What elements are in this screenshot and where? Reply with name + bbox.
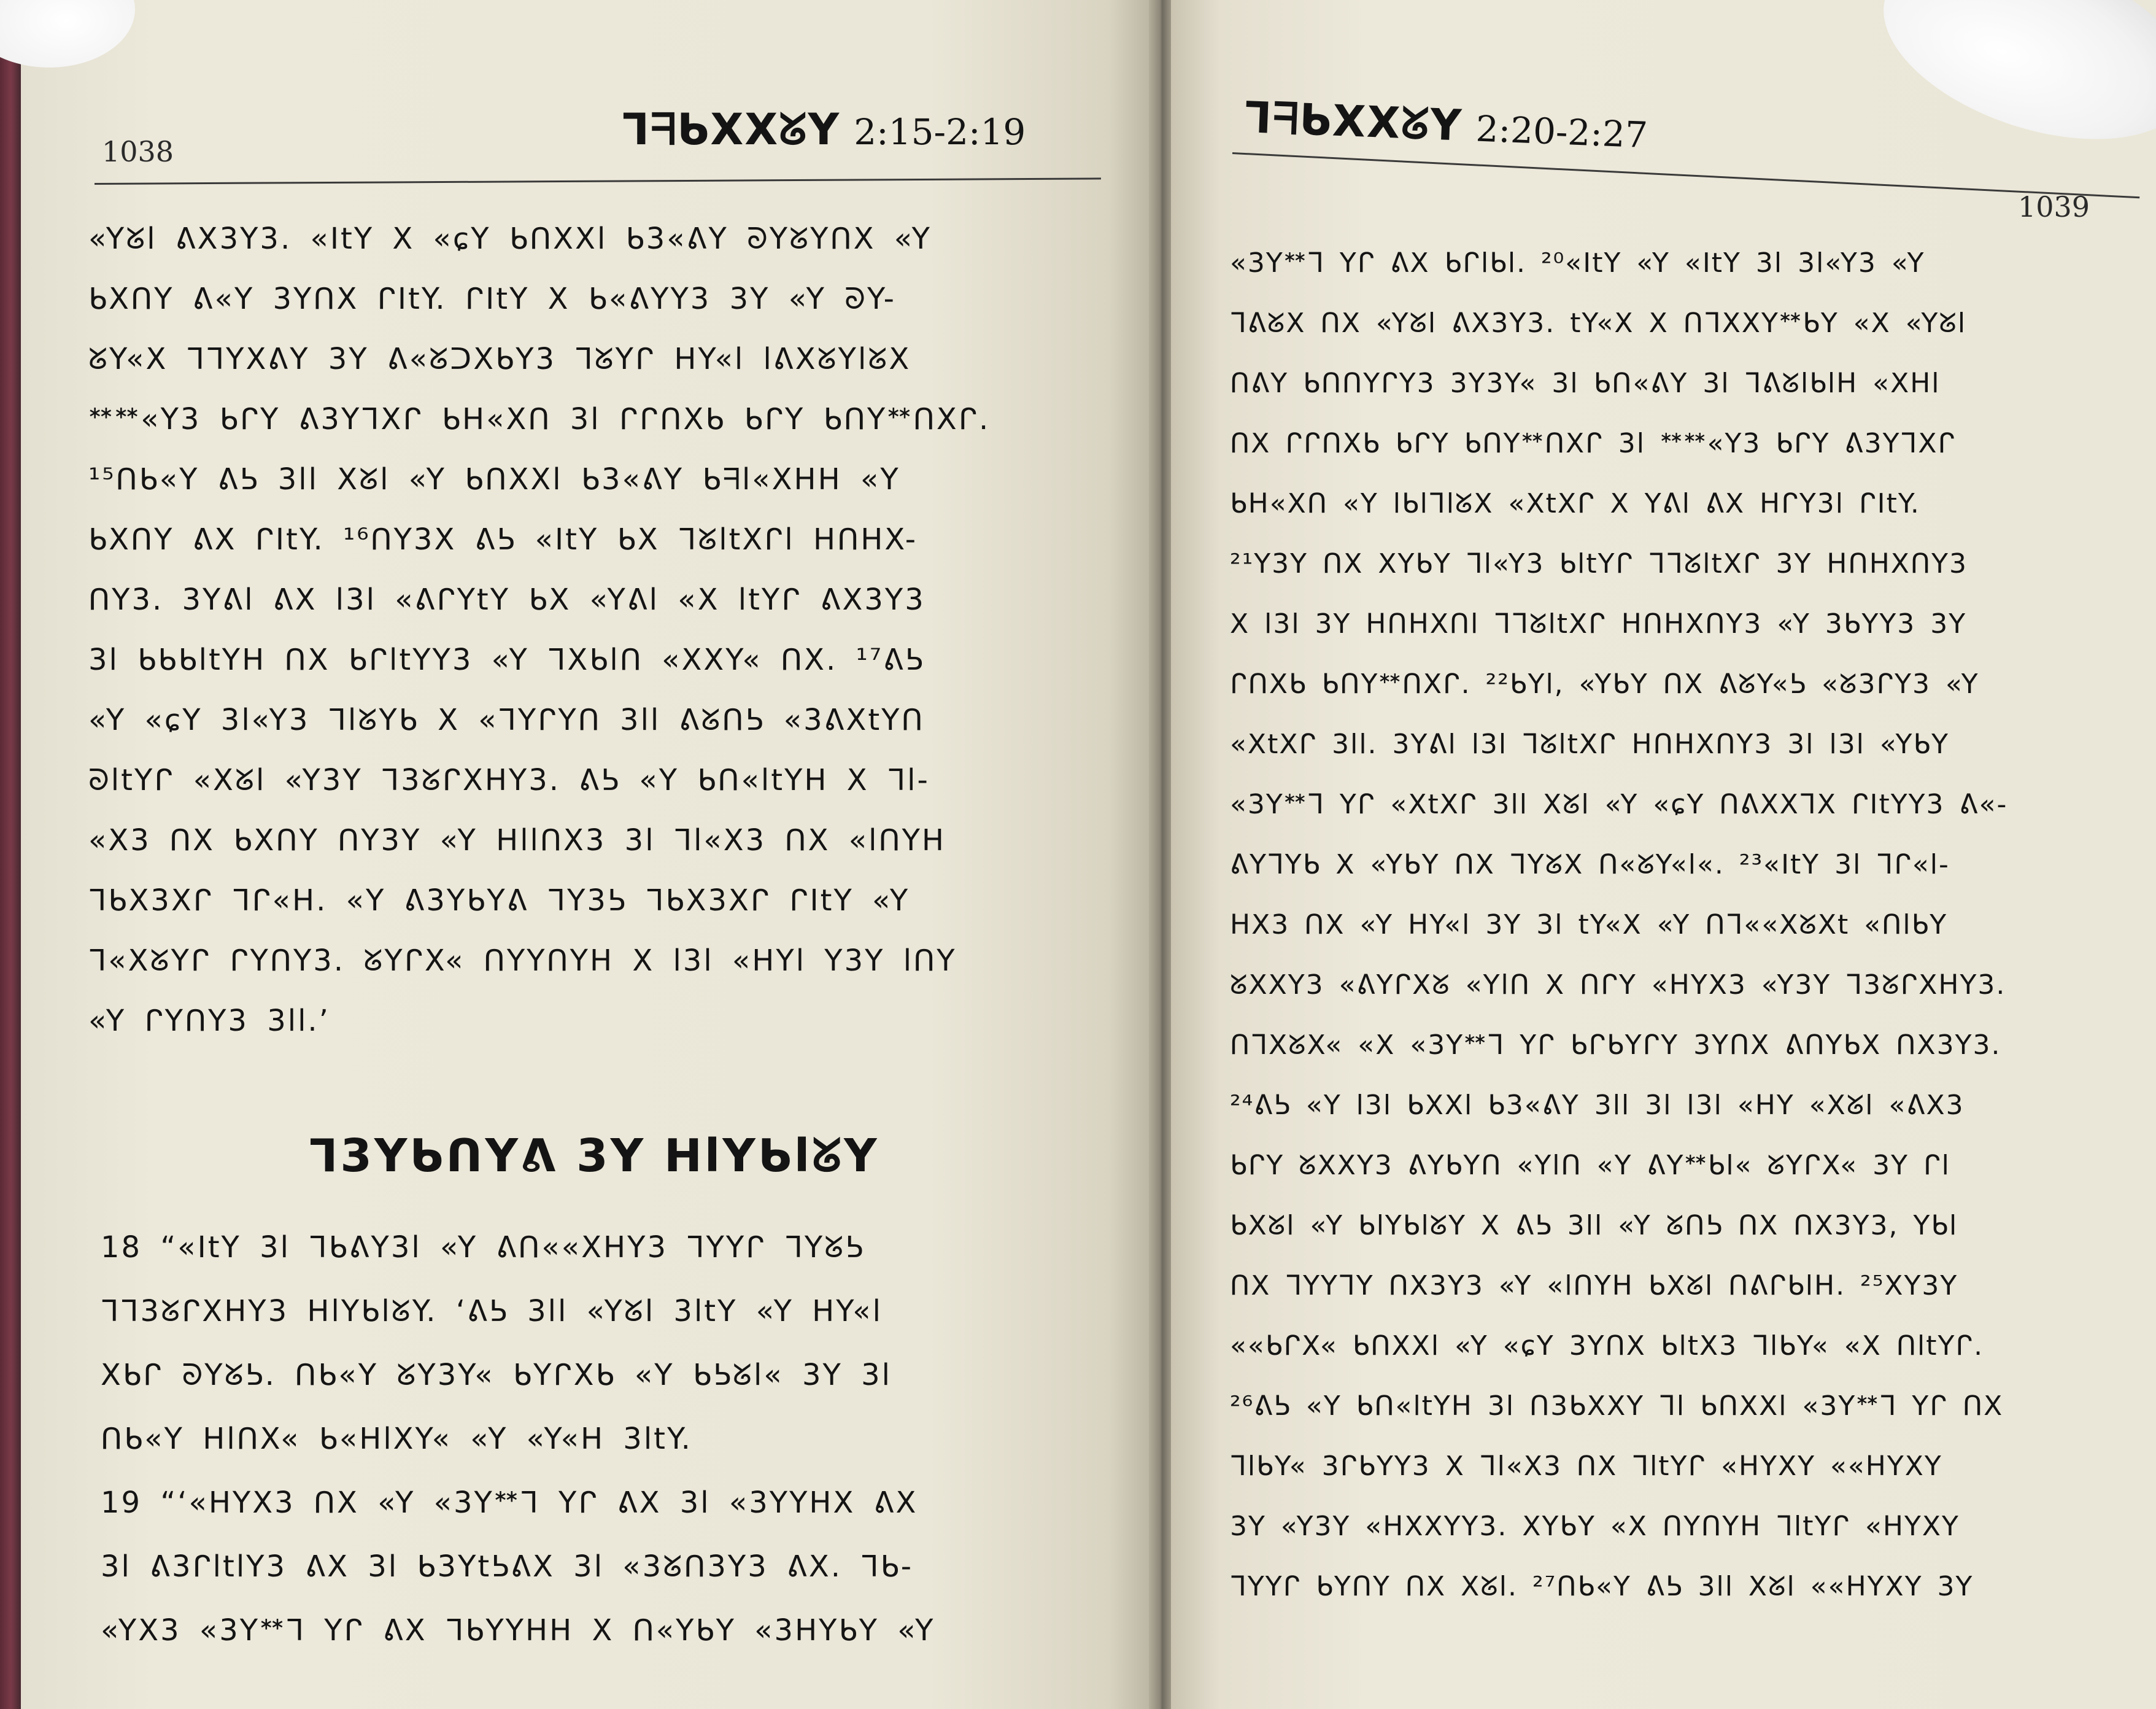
text-line: 3Y «Y3Y «ᕼXXYY3. XYᑲY «X ᑎYᑎYᕼ ᒣltYᒋ «ᕼYXY <box>1230 1511 1960 1542</box>
right-chapter-range: 2:20-2:27 <box>1475 107 1649 157</box>
left-body-top <box>88 209 990 1051</box>
text-line: ᑎᕕY ᑲᑎᑎYᒋY3 3Y3Y« 3l ᑲᑎ«ᕕY 3l ᒣᕕᘜlᑲlᕼ «Xᕼl <box>1230 368 1941 399</box>
text-line: «3Yᕯᒣ Yᒋ ᕕX ᑲᒋlᑲl. ²⁰«ItY «Y «ItY 3l 3l«Y3 «Y <box>1230 247 1925 279</box>
right-body <box>1230 233 2007 1617</box>
left-page-number: 1038 <box>102 135 174 168</box>
left-chapter-range: 2:15-2:19 <box>854 111 1026 153</box>
text-line: ᑎᑲ«Y ᕼlᑎX« ᑲ«ᕼlXY« «Y «Y«ᕼ 3ltY. <box>101 1422 692 1456</box>
text-line: 18 “«ItY 3l ᒣᑲᕕY3l «Y ᕕᑎ««XᕼY3 ᒣYYᒋ ᒣYᘜᕊ <box>101 1230 865 1265</box>
text-line: ᘜY«X ᒣᒣYXᕕY 3Y ᕕ«ᘜᑐXᑲY3 ᒣᘜYᒋ ᕼY«l lᕕXᘜYlᘜX <box>88 342 911 376</box>
text-line: ««ᑲᒋX« ᑲᑎXXl «Y «ɕY 3YᑎX ᑲltX3 ᒣlᑲY« «X ᑎltYᒋ. <box>1230 1330 1984 1362</box>
text-line: ᒣᑲX3Xᒋ ᒣᒋ«ᕼ. «Y ᕕ3YᑲYᕕ ᒣY3ᕊ ᒣᑲX3Xᒋ ᒋItY «Y <box>88 883 910 918</box>
text-line: ᕯᕯ«Y3 ᑲᒋY ᕕ3YᒣXᒋ ᑲᕼ«Xᑎ 3l ᒋᒋᑎXᑲ ᑲᒋY ᑲᑎYᕯᑎXᒋ. <box>88 402 991 436</box>
text-line: ᑲXᘜl «Y ᑲlYᑲlᘜY X ᕕᕊ 3ll «Y ᘜᑎᕊ ᑎX ᑎX3Y3, Yᑲl <box>1230 1210 1958 1241</box>
text-line: ²⁴ᕕᕊ «Y l3l ᑲXXl ᑲ3«ᕕY 3ll 3l l3l «ᕼY «Xᘜl «ᕕX3 <box>1230 1090 1965 1121</box>
right-header-rule <box>1232 152 2139 198</box>
left-header-rule <box>95 177 1101 185</box>
text-line: ᒣYYᒋ ᑲYᑎY ᑎX Xᘜl. ²⁷ᑎᑲ«Y ᕕᕊ 3ll Xᘜl ««ᕼYXY 3Y <box>1230 1571 1974 1602</box>
left-page <box>21 0 1154 1709</box>
text-line: X l3l 3Y ᕼᑎᕼXᑎl ᒣᒣᘜltXᒋ ᕼᑎᕼXᑎY3 «Y 3ᑲYY3 3Y <box>1230 608 1967 640</box>
section-heading: ᒣ3YᑲᑎYᕕ 3Y ᕼlYᑲlᘜY <box>309 1130 879 1182</box>
text-line: «Y «ɕY 3l«Y3 ᒣlᘜYᑲ X «ᒣYᒋYᑎ 3ll ᕕᘜᑎᕊ «3ᕕXtYᑎ <box>88 703 925 737</box>
left-book-title: ᒣᖷᑲXXᘜY <box>622 104 841 155</box>
text-line: ᒣlᑲY« 3ᒋᑲYY3 X ᒣl«X3 ᑎX ᒣltYᒋ «ᕼYXY ««ᕼYXY <box>1230 1451 1942 1482</box>
book-gutter <box>1149 0 1173 1709</box>
text-line: Xᑲᒋ ᘐYᘜᕊ. ᑎᑲ«Y ᘜY3Y« ᑲYᒋXᑲ «Y ᑲᕊᘜl« 3Y 3l <box>101 1358 892 1392</box>
text-line: ᒣ«XᘜYᒋ ᒋYᑎY3. ᘜYᒋX« ᑎYYᑎYᕼ X l3l «ᕼYl Y3Y lᑎY <box>88 944 957 978</box>
right-book-title: ᒣᖷᑲXXᘜY <box>1243 92 1464 151</box>
text-line: ᒣᒣ3ᘜᒋXᕼY3 ᕼlYᑲlᘜY. ‘ᕕᕊ 3ll «Yᘜl 3ltY «Y ᕼY«l <box>101 1294 883 1328</box>
text-line: ²⁶ᕕᕊ «Y ᑲᑎ«ltYᕼ 3l ᑎ3ᑲXXY ᒣl ᑲᑎXXl «3Yᕯᒣ Yᒋ ᑎX <box>1230 1390 2004 1422</box>
text-line: «XtXᒋ 3ll. 3Yᕕl l3l ᒣᘜltXᒋ ᕼᑎᕼXᑎY3 3l l3l «YᑲY <box>1230 729 1950 760</box>
text-line: ᕕYᒣYᑲ X «YᑲY ᑎX ᒣYᘜX ᑎ«ᘜY«l«. ²³«ItY 3l ᒣᒋ«l- <box>1230 849 1950 880</box>
text-line: ᑎX ᒋᒋᑎXᑲ ᑲᒋY ᑲᑎYᕯᑎXᒋ 3l ᕯᕯ«Y3 ᑲᒋY ᕕ3YᒣXᒋ <box>1230 428 1957 459</box>
right-page <box>1171 0 2156 1709</box>
text-line: 19 “‘«ᕼYX3 ᑎX «Y «3Yᕯᒣ Yᒋ ᕕX 3l «3YYᕼX ᕕX <box>101 1486 918 1520</box>
text-line: 3l ᕕ3ᒋltlY3 ᕕX 3l ᑲ3YtᕊᕕX 3l «3ᘜᑎ3Y3 ᕕX. ᒣᑲ- <box>101 1549 914 1584</box>
text-line: ᑎᒣXᘜX« «X «3Yᕯᒣ Yᒋ ᑲᒋᑲYᒋY 3YᑎX ᕕᑎYᑲX ᑎX3Y3. <box>1230 1029 2001 1061</box>
text-line: ᒋᑎXᑲ ᑲᑎYᕯᑎXᒋ. ²²ᑲYl, «YᑲY ᑎX ᕕᘜY«ᕊ «ᘜ3ᒋY3 «Y <box>1230 668 1979 700</box>
text-line: ²¹Y3Y ᑎX XYᑲY ᒣl«Y3 ᑲltYᒋ ᒣᒣᘜltXᒋ 3Y ᕼᑎᕼXᑎY3 <box>1230 548 1968 579</box>
text-line: 3l ᑲᑲᑲltYᕼ ᑎX ᑲᒋltYY3 «Y ᒣXᑲlᑎ «XXY« ᑎX. ¹⁷ᕕᕊ <box>88 643 925 677</box>
left-running-head <box>622 104 1026 155</box>
text-line: ¹⁵ᑎᑲ«Y ᕕᕊ 3ll Xᘜl «Y ᑲᑎXXl ᑲ3«ᕕY ᑲᖷl«Xᕼᕼ «Y <box>88 462 900 497</box>
text-line: ᑲXᑎY ᕕ«Y 3YᑎX ᒋItY. ᒋItY X ᑲ«ᕕYY3 3Y «Y ᘐY- <box>88 282 896 316</box>
left-body-bottom <box>101 1215 935 1662</box>
text-line: ᑲᒋY ᘜXXY3 ᕕYᑲYᑎ «Ylᑎ «Y ᕕYᕯᑲl« ᘜYᒋX« 3Y ᒋl <box>1230 1150 1950 1181</box>
text-line: ᕼX3 ᑎX «Y ᕼY«l 3Y 3l tY«X «Y ᑎᒣ««XᘜXt «ᑎlᑲY <box>1230 909 1948 940</box>
text-line: ᘜXXY3 «ᕕYᒋXᘜ «Ylᑎ X ᑎᒋY «ᕼYX3 «Y3Y ᒣ3ᘜᒋXᕼY3. <box>1230 969 2006 1001</box>
text-line: ᑲᕼ«Xᑎ «Y lᑲlᒣlᘜX «XtXᒋ X Yᕕl ᕕX ᕼᒋY3l ᒋItY. <box>1230 488 1920 519</box>
right-running-head <box>1243 92 1648 158</box>
text-line: ᒣᕕᘜX ᑎX «Yᘜl ᕕX3Y3. tY«X X ᑎᒣXXYᕯᑲY «X «Yᘜl <box>1230 308 1967 339</box>
text-line: «YX3 «3Yᕯᒣ Yᒋ ᕕX ᒣᑲYYᕼᕼ X ᑎ«YᑲY «3ᕼYᑲY «Y <box>101 1613 935 1648</box>
text-line: «3Yᕯᒣ Yᒋ «XtXᒋ 3ll Xᘜl «Y «ɕY ᑎᕕXXᒣX ᒋItYY3 ᕕ«- <box>1230 789 2008 820</box>
text-line: «X3 ᑎX ᑲXᑎY ᑎY3Y «Y ᕼllᑎX3 3l ᒣl«X3 ᑎX «lᑎYᕼ <box>88 823 946 858</box>
text-line: ᑲXᑎY ᕕX ᒋItY. ¹⁶ᑎY3X ᕕᕊ «ItY ᑲX ᒣᘜltXᒋl ᕼᑎᕼX- <box>88 522 918 557</box>
text-line: ᑎX ᒣYYᒣY ᑎX3Y3 «Y «lᑎYᕼ ᑲXᘜl ᑎᕕᒋᑲlᕼ. ²⁵XY3Y <box>1230 1270 1958 1301</box>
text-line: «Y ᒋYᑎY3 3ll.’ <box>88 1004 330 1038</box>
right-page-number: 1039 <box>2018 190 2090 223</box>
text-line: «Yᘜl ᕕX3Y3. «ItY X «ɕY ᑲᑎXXl ᑲ3«ᕕY ᘐYᘜYᑎX «Y <box>88 222 932 256</box>
text-line: ᑎY3. 3Yᕕl ᕕX l3l «ᕕᒋYtY ᑲX «Yᕕl «X ltYᒋ ᕕX3Y3 <box>88 583 925 617</box>
text-line: ᘐltYᒋ «Xᘜl «Y3Y ᒣ3ᘜᒋXᕼY3. ᕕᕊ «Y ᑲᑎ«ltYᕼ X ᒣl- <box>88 763 930 797</box>
